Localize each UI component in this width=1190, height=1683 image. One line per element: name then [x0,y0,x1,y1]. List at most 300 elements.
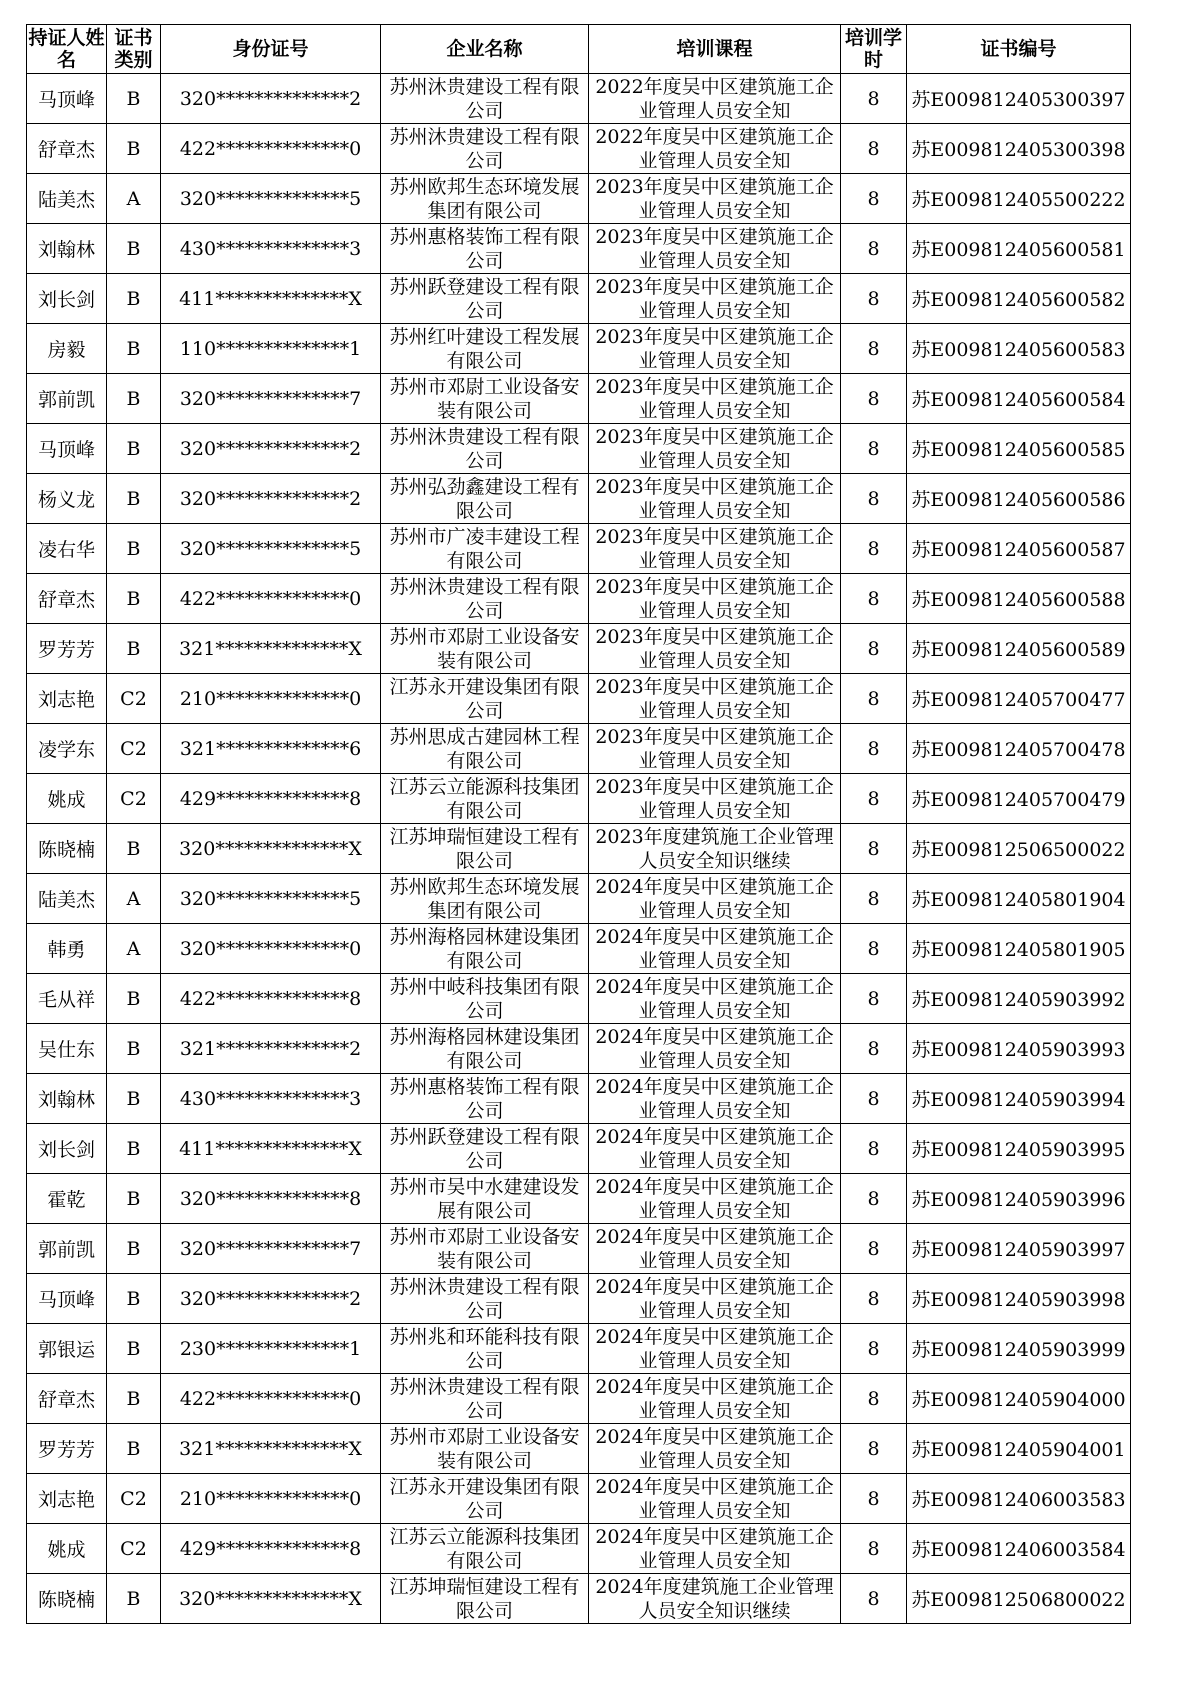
hours-cell: 8 [841,1574,907,1624]
id-number-cell: 422**************0 [161,1374,381,1424]
course-cell [589,274,841,324]
course-cell [589,1074,841,1124]
table-row [27,674,1131,724]
cert-number-cell: 苏E009812506800022 [907,1574,1131,1624]
company-cell [381,324,589,374]
course-cell [589,824,841,874]
id-number-cell: 320**************2 [161,424,381,474]
holder-name-cell: 姚成 [27,1524,107,1574]
table-row [27,324,1131,374]
cert-class-cell: B [107,1174,161,1224]
table-row [27,1024,1131,1074]
company-cell [381,724,589,774]
company-cell [381,1324,589,1374]
company-cell [381,374,589,424]
company-cell [381,224,589,274]
cert-number-cell: 苏E009812506500022 [907,824,1131,874]
cert-class-cell: B [107,1574,161,1624]
id-number-cell: 320**************5 [161,174,381,224]
cert-class-cell: B [107,624,161,674]
course-cell-text: 2022年度吴中区建筑施工企业管理人员安全知 [595,125,834,172]
cert-number-cell: 苏E009812405801905 [907,924,1131,974]
holder-name-cell: 郭前凯 [27,1224,107,1274]
holder-name-cell: 陈晓楠 [27,824,107,874]
header-course: 培训课程 [589,25,841,74]
course-cell [589,1224,841,1274]
hours-cell: 8 [841,874,907,924]
course-cell-text: 2023年度吴中区建筑施工企业管理人员安全知 [595,475,834,522]
cert-number-cell: 苏E009812405600587 [907,524,1131,574]
cert-number-cell: 苏E009812405700477 [907,674,1131,724]
course-cell-text: 2024年度建筑施工企业管理人员安全知识继续 [595,1575,834,1622]
course-cell-text: 2023年度吴中区建筑施工企业管理人员安全知 [595,425,834,472]
course-cell-text: 2024年度吴中区建筑施工企业管理人员安全知 [595,1175,834,1222]
hours-cell: 8 [841,574,907,624]
cert-class-cell: B [107,574,161,624]
course-cell-text: 2024年度吴中区建筑施工企业管理人员安全知 [595,1275,834,1322]
table-row [27,924,1131,974]
hours-cell: 8 [841,1324,907,1374]
company-cell [381,1224,589,1274]
table-row [27,124,1131,174]
hours-cell: 8 [841,824,907,874]
course-cell [589,1174,841,1224]
table-row [27,374,1131,424]
holder-name-cell: 罗芳芳 [27,1424,107,1474]
table-row [27,1274,1131,1324]
cert-number-cell: 苏E009812405600589 [907,624,1131,674]
company-cell-text: 苏州中岐科技集团有限公司 [389,975,580,1022]
table-row [27,724,1131,774]
course-cell-text: 2024年度吴中区建筑施工企业管理人员安全知 [595,1525,834,1572]
cert-class-cell: B [107,1424,161,1474]
company-cell-text: 苏州沐贵建设工程有限公司 [389,575,580,622]
holder-name-cell: 陈晓楠 [27,1574,107,1624]
course-cell-text: 2023年度吴中区建筑施工企业管理人员安全知 [595,625,834,672]
cert-number-cell: 苏E009812405600586 [907,474,1131,524]
course-cell [589,574,841,624]
table-row [27,1224,1131,1274]
course-cell [589,1374,841,1424]
table-body [27,74,1131,1624]
company-cell [381,1074,589,1124]
table-row [27,824,1131,874]
course-cell [589,1524,841,1574]
holder-name-cell: 陆美杰 [27,174,107,224]
table-row [27,1424,1131,1474]
course-cell-text: 2023年度吴中区建筑施工企业管理人员安全知 [595,275,834,322]
table-row [27,474,1131,524]
course-cell [589,1274,841,1324]
hours-cell: 8 [841,674,907,724]
cert-class-cell: B [107,474,161,524]
holder-name-cell: 韩勇 [27,924,107,974]
header-company: 企业名称 [381,25,589,74]
company-cell-text: 苏州跃登建设工程有限公司 [389,275,580,322]
hours-cell: 8 [841,924,907,974]
id-number-cell: 429**************8 [161,774,381,824]
hours-cell: 8 [841,1074,907,1124]
id-number-cell: 422**************0 [161,574,381,624]
company-cell-text: 苏州沐贵建设工程有限公司 [389,125,580,172]
course-cell [589,874,841,924]
cert-class-cell: C2 [107,774,161,824]
table-row [27,1574,1131,1624]
company-cell-text: 苏州惠格装饰工程有限公司 [389,225,580,272]
id-number-cell: 210**************0 [161,674,381,724]
course-cell-text: 2024年度吴中区建筑施工企业管理人员安全知 [595,975,834,1022]
company-cell-text: 苏州沐贵建设工程有限公司 [389,1275,580,1322]
course-cell [589,424,841,474]
cert-number-cell: 苏E009812405903994 [907,1074,1131,1124]
company-cell [381,1124,589,1174]
holder-name-cell: 房毅 [27,324,107,374]
course-cell-text: 2024年度吴中区建筑施工企业管理人员安全知 [595,1475,834,1522]
course-cell-text: 2023年度吴中区建筑施工企业管理人员安全知 [595,225,834,272]
company-cell [381,824,589,874]
course-cell-text: 2024年度吴中区建筑施工企业管理人员安全知 [595,1375,834,1422]
company-cell [381,624,589,674]
cert-number-cell: 苏E009812405903998 [907,1274,1131,1324]
table-row [27,74,1131,124]
table-row [27,974,1131,1024]
course-cell [589,774,841,824]
hours-cell: 8 [841,1274,907,1324]
cert-class-cell: A [107,174,161,224]
cert-number-cell: 苏E009812405300397 [907,74,1131,124]
cert-number-cell: 苏E009812405903992 [907,974,1131,1024]
cert-class-cell: B [107,1374,161,1424]
holder-name-cell: 郭前凯 [27,374,107,424]
table-row [27,174,1131,224]
hours-cell: 8 [841,974,907,1024]
company-cell-text: 苏州沐贵建设工程有限公司 [389,425,580,472]
course-cell [589,1024,841,1074]
header-id-number: 身份证号 [161,25,381,74]
company-cell-text: 江苏永开建设集团有限公司 [389,675,580,722]
company-cell [381,574,589,624]
hours-cell: 8 [841,474,907,524]
id-number-cell: 320**************8 [161,1174,381,1224]
cert-number-cell: 苏E009812405903993 [907,1024,1131,1074]
company-cell-text: 苏州欧邦生态环境发展集团有限公司 [389,175,580,222]
id-number-cell: 321**************6 [161,724,381,774]
company-cell [381,1374,589,1424]
cert-number-cell: 苏E009812405600582 [907,274,1131,324]
hours-cell: 8 [841,74,907,124]
cert-class-cell: C2 [107,1524,161,1574]
holder-name-cell: 马顶峰 [27,1274,107,1324]
company-cell-text: 苏州弘劲鑫建设工程有限公司 [389,475,580,522]
holder-name-cell: 凌学东 [27,724,107,774]
cert-class-cell: A [107,924,161,974]
cert-number-cell: 苏E009812405600584 [907,374,1131,424]
holder-name-cell: 姚成 [27,774,107,824]
cert-class-cell: B [107,224,161,274]
company-cell-text: 苏州沐贵建设工程有限公司 [389,75,580,122]
company-cell-text: 苏州海格园林建设集团有限公司 [389,925,580,972]
id-number-cell: 422**************8 [161,974,381,1024]
course-cell-text: 2023年度建筑施工企业管理人员安全知识继续 [595,825,834,872]
course-cell-text: 2024年度吴中区建筑施工企业管理人员安全知 [595,1325,834,1372]
company-cell-text: 江苏云立能源科技集团有限公司 [389,775,580,822]
company-cell [381,474,589,524]
course-cell [589,174,841,224]
cert-class-cell: B [107,1024,161,1074]
hours-cell: 8 [841,1374,907,1424]
holder-name-cell: 毛从祥 [27,974,107,1024]
cert-class-cell: B [107,374,161,424]
course-cell-text: 2023年度吴中区建筑施工企业管理人员安全知 [595,725,834,772]
cert-number-cell: 苏E009812405903996 [907,1174,1131,1224]
cert-number-cell: 苏E009812406003583 [907,1474,1131,1524]
id-number-cell: 320**************5 [161,874,381,924]
company-cell-text: 江苏永开建设集团有限公司 [389,1475,580,1522]
cert-class-cell: B [107,1074,161,1124]
company-cell [381,424,589,474]
id-number-cell: 320**************0 [161,924,381,974]
course-cell-text: 2023年度吴中区建筑施工企业管理人员安全知 [595,175,834,222]
company-cell [381,1524,589,1574]
company-cell [381,1274,589,1324]
course-cell-text: 2023年度吴中区建筑施工企业管理人员安全知 [595,325,834,372]
id-number-cell: 321**************X [161,1424,381,1474]
cert-class-cell: A [107,874,161,924]
holder-name-cell: 刘翰林 [27,224,107,274]
holder-name-cell: 陆美杰 [27,874,107,924]
hours-cell: 8 [841,724,907,774]
id-number-cell: 411**************X [161,274,381,324]
table-row [27,524,1131,574]
course-cell-text: 2023年度吴中区建筑施工企业管理人员安全知 [595,775,834,822]
company-cell-text: 苏州市广凌丰建设工程有限公司 [389,525,580,572]
company-cell [381,1574,589,1624]
id-number-cell: 320**************5 [161,524,381,574]
company-cell [381,124,589,174]
holder-name-cell: 刘长剑 [27,1124,107,1174]
cert-class-cell: C2 [107,674,161,724]
header-hours: 培训学时 [841,25,907,74]
table-row [27,424,1131,474]
cert-class-cell: B [107,324,161,374]
id-number-cell: 320**************X [161,1574,381,1624]
course-cell [589,674,841,724]
table-row [27,624,1131,674]
holder-name-cell: 刘长剑 [27,274,107,324]
cert-number-cell: 苏E009812405700479 [907,774,1131,824]
cert-number-cell: 苏E009812405600583 [907,324,1131,374]
holder-name-cell: 霍乾 [27,1174,107,1224]
cert-number-cell: 苏E009812405700478 [907,724,1131,774]
holder-name-cell: 舒章杰 [27,1374,107,1424]
id-number-cell: 411**************X [161,1124,381,1174]
cert-number-cell: 苏E009812405300398 [907,124,1131,174]
company-cell-text: 苏州跃登建设工程有限公司 [389,1125,580,1172]
table-row [27,874,1131,924]
course-cell [589,1574,841,1624]
table-row [27,574,1131,624]
holder-name-cell: 郭银运 [27,1324,107,1374]
course-cell [589,124,841,174]
course-cell-text: 2024年度吴中区建筑施工企业管理人员安全知 [595,875,834,922]
course-cell-text: 2024年度吴中区建筑施工企业管理人员安全知 [595,1425,834,1472]
hours-cell: 8 [841,1124,907,1174]
course-cell [589,624,841,674]
id-number-cell: 210**************0 [161,1474,381,1524]
cert-number-cell: 苏E009812405600585 [907,424,1131,474]
hours-cell: 8 [841,524,907,574]
cert-class-cell: B [107,74,161,124]
company-cell [381,1024,589,1074]
cert-class-cell: B [107,524,161,574]
id-number-cell: 320**************7 [161,1224,381,1274]
cert-class-cell: B [107,1274,161,1324]
id-number-cell: 320**************2 [161,474,381,524]
course-cell [589,74,841,124]
course-cell [589,1424,841,1474]
cert-class-cell: B [107,424,161,474]
hours-cell: 8 [841,324,907,374]
cert-class-cell: B [107,1324,161,1374]
id-number-cell: 430**************3 [161,1074,381,1124]
course-cell [589,1474,841,1524]
hours-cell: 8 [841,1224,907,1274]
certificate-table [26,24,1131,1624]
company-cell [381,1474,589,1524]
hours-cell: 8 [841,774,907,824]
id-number-cell: 110**************1 [161,324,381,374]
course-cell-text: 2023年度吴中区建筑施工企业管理人员安全知 [595,675,834,722]
course-cell [589,924,841,974]
company-cell-text: 苏州市吴中水建建设发展有限公司 [389,1175,580,1222]
company-cell-text: 苏州市邓尉工业设备安装有限公司 [389,375,580,422]
course-cell-text: 2024年度吴中区建筑施工企业管理人员安全知 [595,1025,834,1072]
id-number-cell: 320**************7 [161,374,381,424]
holder-name-cell: 舒章杰 [27,574,107,624]
course-cell [589,474,841,524]
cert-class-cell: B [107,1124,161,1174]
holder-name-cell: 刘志艳 [27,674,107,724]
hours-cell: 8 [841,424,907,474]
cert-number-cell: 苏E009812405904000 [907,1374,1131,1424]
cert-class-cell: C2 [107,1474,161,1524]
company-cell-text: 江苏坤瑞恒建设工程有限公司 [389,1575,580,1622]
cert-class-cell: B [107,974,161,1024]
table-row [27,224,1131,274]
hours-cell: 8 [841,1174,907,1224]
company-cell-text: 苏州红叶建设工程发展有限公司 [389,325,580,372]
company-cell [381,874,589,924]
id-number-cell: 430**************3 [161,224,381,274]
table-row [27,774,1131,824]
company-cell-text: 苏州思成古建园林工程有限公司 [389,725,580,772]
company-cell-text: 苏州市邓尉工业设备安装有限公司 [389,1225,580,1272]
hours-cell: 8 [841,224,907,274]
course-cell [589,524,841,574]
hours-cell: 8 [841,1024,907,1074]
header-cert-class: 证书类别 [107,25,161,74]
table-row [27,1074,1131,1124]
course-cell-text: 2023年度吴中区建筑施工企业管理人员安全知 [595,575,834,622]
table-row [27,274,1131,324]
cert-class-cell: B [107,274,161,324]
cert-number-cell: 苏E009812406003584 [907,1524,1131,1574]
company-cell-text: 江苏云立能源科技集团有限公司 [389,1525,580,1572]
cert-number-cell: 苏E009812405904001 [907,1424,1131,1474]
course-cell-text: 2024年度吴中区建筑施工企业管理人员安全知 [595,1225,834,1272]
id-number-cell: 320**************X [161,824,381,874]
course-cell [589,374,841,424]
company-cell-text: 苏州海格园林建设集团有限公司 [389,1025,580,1072]
id-number-cell: 320**************2 [161,1274,381,1324]
table-row [27,1374,1131,1424]
hours-cell: 8 [841,1524,907,1574]
holder-name-cell: 马顶峰 [27,74,107,124]
course-cell [589,1124,841,1174]
company-cell [381,524,589,574]
company-cell [381,74,589,124]
cert-number-cell: 苏E009812405903997 [907,1224,1131,1274]
table-row [27,1174,1131,1224]
id-number-cell: 230**************1 [161,1324,381,1374]
course-cell-text: 2024年度吴中区建筑施工企业管理人员安全知 [595,1075,834,1122]
hours-cell: 8 [841,274,907,324]
company-cell [381,974,589,1024]
company-cell-text: 苏州市邓尉工业设备安装有限公司 [389,625,580,672]
holder-name-cell: 罗芳芳 [27,624,107,674]
cert-class-cell: C2 [107,724,161,774]
company-cell [381,1424,589,1474]
holder-name-cell: 马顶峰 [27,424,107,474]
course-cell-text: 2023年度吴中区建筑施工企业管理人员安全知 [595,375,834,422]
id-number-cell: 320**************2 [161,74,381,124]
table-row [27,1324,1131,1374]
cert-number-cell: 苏E009812405600588 [907,574,1131,624]
hours-cell: 8 [841,1424,907,1474]
company-cell [381,674,589,724]
course-cell-text: 2022年度吴中区建筑施工企业管理人员安全知 [595,75,834,122]
course-cell-text: 2024年度吴中区建筑施工企业管理人员安全知 [595,1125,834,1172]
holder-name-cell: 刘志艳 [27,1474,107,1524]
course-cell [589,324,841,374]
company-cell-text: 苏州市邓尉工业设备安装有限公司 [389,1425,580,1472]
id-number-cell: 422**************0 [161,124,381,174]
cert-number-cell: 苏E009812405903999 [907,1324,1131,1374]
id-number-cell: 321**************2 [161,1024,381,1074]
cert-number-cell: 苏E009812405801904 [907,874,1131,924]
course-cell [589,1324,841,1374]
cert-class-cell: B [107,1224,161,1274]
holder-name-cell: 凌右华 [27,524,107,574]
company-cell [381,174,589,224]
header-holder-name: 持证人姓名 [27,25,107,74]
cert-number-cell: 苏E009812405903995 [907,1124,1131,1174]
company-cell [381,1174,589,1224]
hours-cell: 8 [841,174,907,224]
table-row [27,1474,1131,1524]
holder-name-cell: 杨义龙 [27,474,107,524]
hours-cell: 8 [841,124,907,174]
cert-number-cell: 苏E009812405500222 [907,174,1131,224]
hours-cell: 8 [841,624,907,674]
holder-name-cell: 吴仕东 [27,1024,107,1074]
header-row [27,25,1131,74]
hours-cell: 8 [841,1474,907,1524]
company-cell-text: 苏州惠格装饰工程有限公司 [389,1075,580,1122]
course-cell [589,974,841,1024]
course-cell-text: 2024年度吴中区建筑施工企业管理人员安全知 [595,925,834,972]
cert-class-cell: B [107,124,161,174]
